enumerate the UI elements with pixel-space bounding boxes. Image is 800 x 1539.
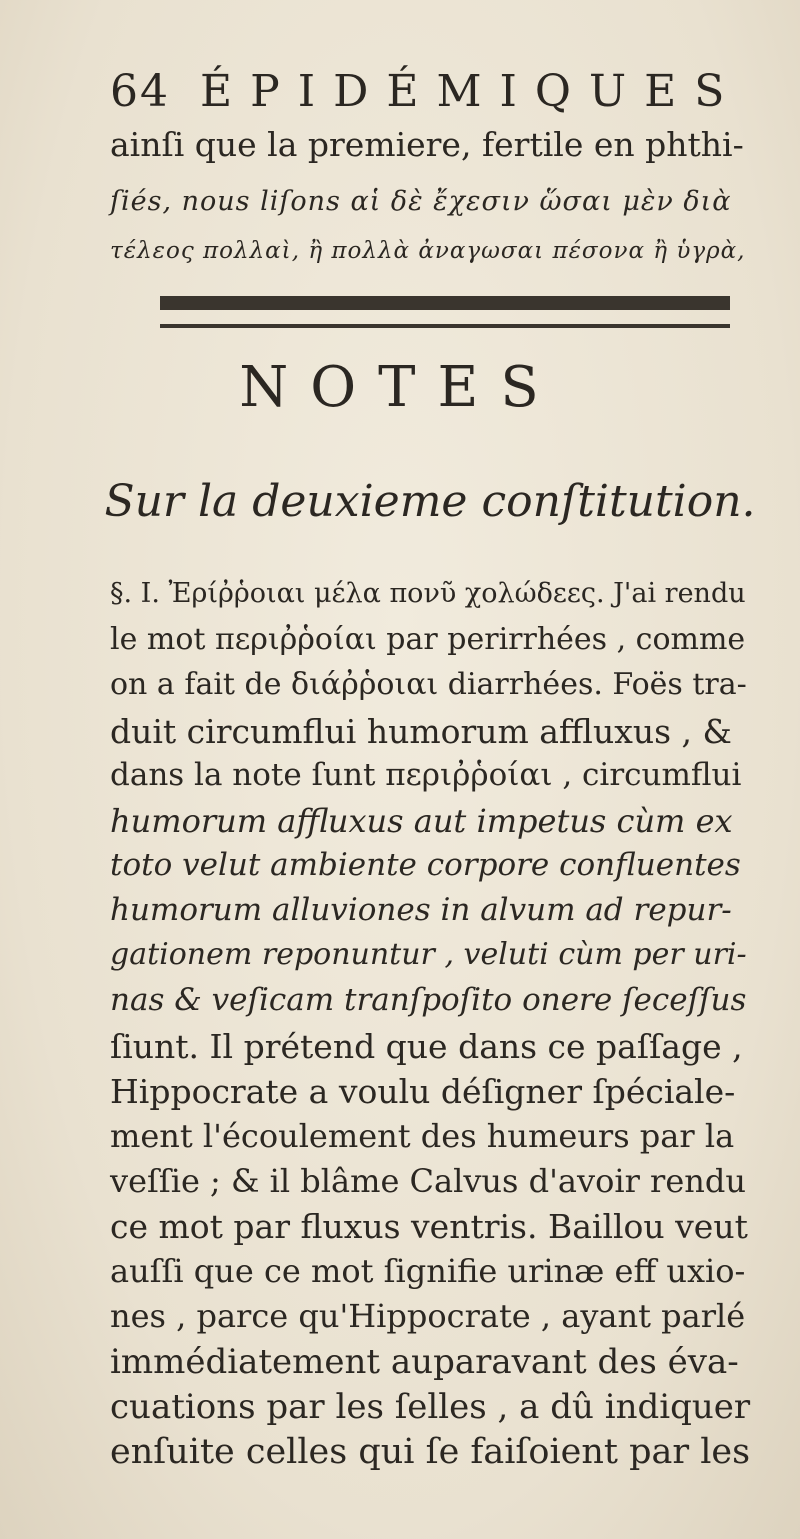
body-line: auſſi que ce mot ſignifie urinæ eff uxio-: [110, 1252, 746, 1290]
body-line: §. I. Ἐρίῤῥοιαι μέλα πονῦ χολώδεες. J'ai rendu: [110, 578, 746, 609]
page-number: 64: [110, 66, 170, 117]
body-line: toto velut ambiente corpore confluentes: [110, 847, 741, 883]
body-line: immédiatement auparavant des éva-: [110, 1342, 739, 1382]
decorative-rule: [160, 296, 730, 310]
text-line: ainſi que la premiere, fertile en phthi-: [110, 125, 744, 164]
section-title: NOTES: [239, 355, 561, 420]
body-line: nas & veſicam tranſpoſito onere ſeceſſus: [110, 982, 747, 1018]
running-header: [110, 66, 743, 117]
body-line: ment l'écoulement des humeurs par la: [110, 1117, 735, 1155]
body-line: on a fait de διάῤῥοιαι diarrhées. Foës tra-: [110, 667, 747, 702]
body-line: enſuite celles qui ſe faiſoient par les: [110, 1432, 751, 1472]
body-line: humorum alluviones in alvum ad repur-: [110, 892, 732, 928]
body-line: veſſie ; & il blâme Calvus d'avoir rendu: [110, 1162, 746, 1200]
greek-text-line: τέλεος πολλαὶ, ἢ πολλὰ ἀναγωσαι πέσονα ἢ ὑγρὰ,: [110, 238, 746, 264]
body-line: le mot περιῤῥοίαι par perirrhées , comme: [110, 622, 746, 657]
running-title: ÉPIDÉMIQUES: [200, 66, 743, 117]
body-line: ce mot par fluxus ventris. Baillou veut: [110, 1207, 748, 1246]
body-line: ſiunt. Il prétend que dans ce paſſage ,: [110, 1027, 743, 1066]
body-line: gationem reponuntur , veluti cùm per uri-: [110, 937, 747, 972]
body-line: Hippocrate a voulu déſigner ſpéciale-: [110, 1072, 736, 1111]
greek-text-line: ſiés, nous liſons αἱ δὲ ἔχεσιν ὥσαι μὲν διὰ: [110, 186, 732, 217]
body-line: duit circumflui humorum affluxus , &: [110, 712, 732, 751]
section-subtitle: Sur la deuxieme conſtitution.: [104, 476, 756, 527]
decorative-rule-thin: [160, 324, 730, 328]
body-line: humorum affluxus aut impetus cùm ex: [110, 802, 733, 840]
body-line: dans la note ſunt περιῤῥοίαι , circumflui: [110, 757, 742, 793]
body-line: cuations par les ſelles , a dû indiquer: [110, 1387, 751, 1427]
body-line: nes , parce qu'Hippocrate , ayant parlé: [110, 1297, 746, 1335]
